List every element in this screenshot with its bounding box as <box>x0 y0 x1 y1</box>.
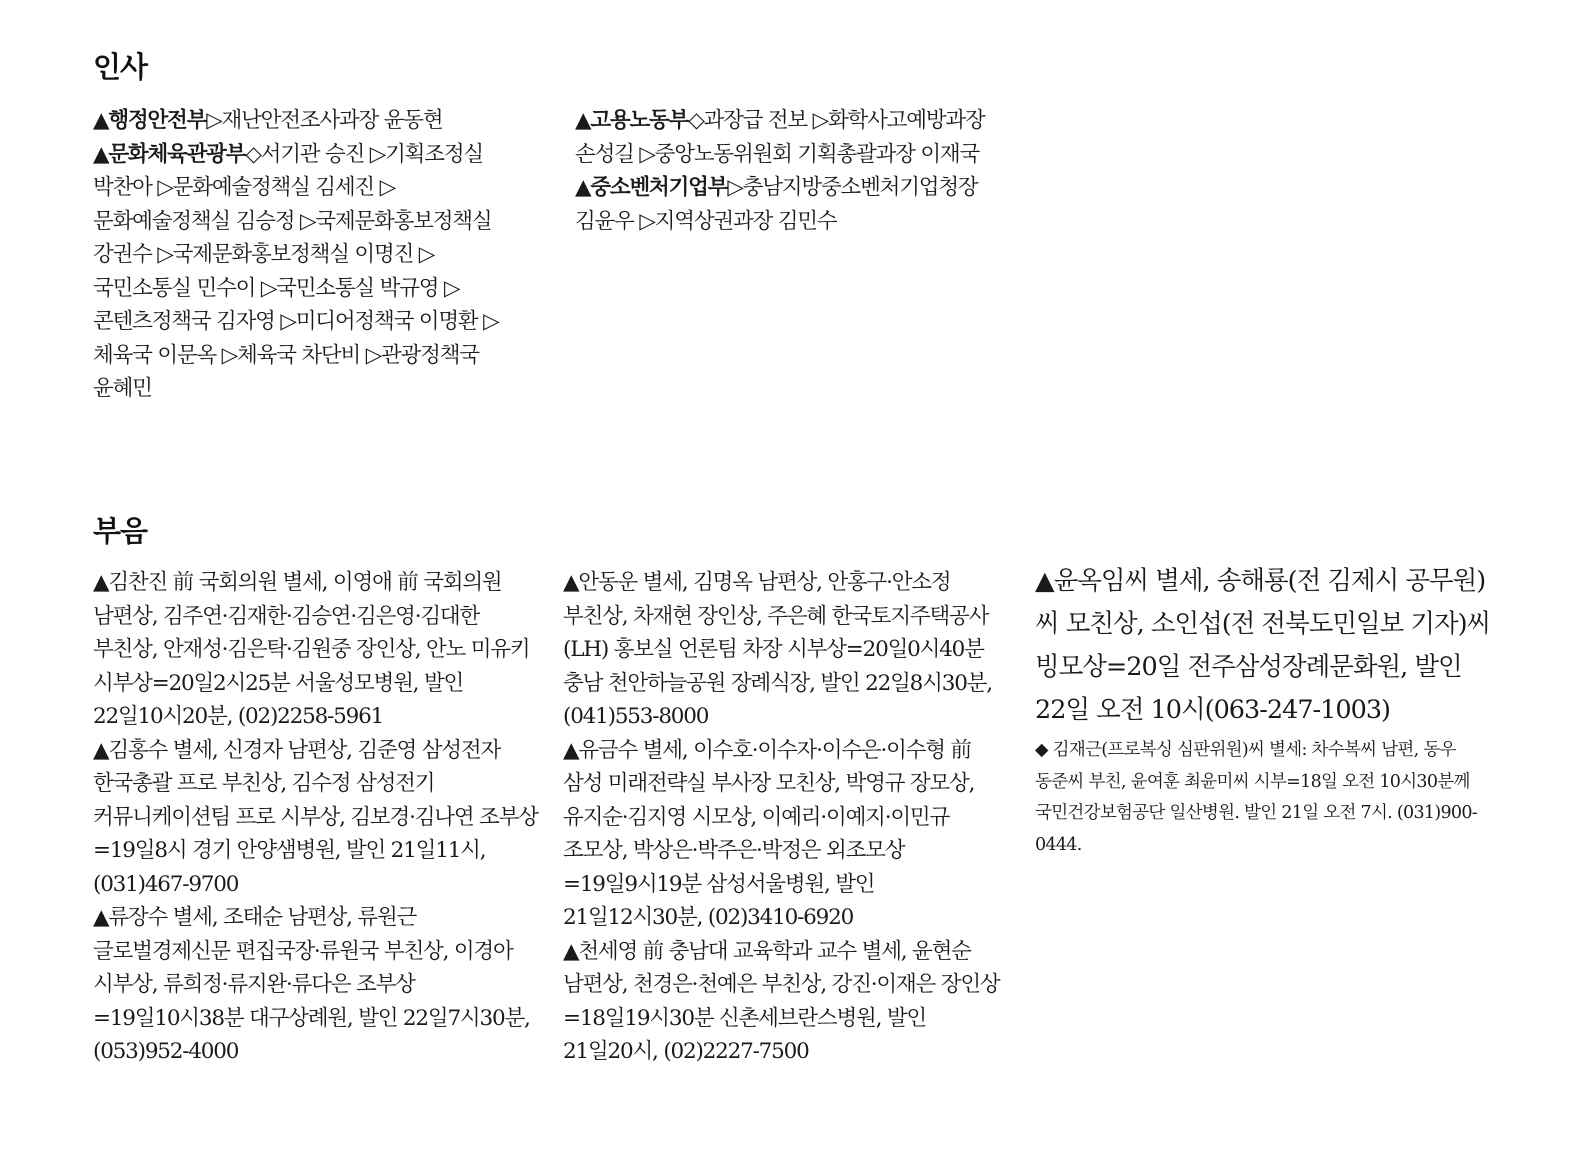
insa-details: ◇과장급 전보 ▷화학사고예방과장 손성길 ▷중앙노동위원회 기획총괄과장 이재국 <box>575 108 985 167</box>
obituary-entry: ▲안동운 별세, 김명옥 남편상, 안홍구·안소정 부친상, 차재현 장인상, 주은혜 한국토지주택공사(LH) 홍보실 언론팀 차장 시부상=20일0시40분 충남 천안하늘공원 장례식장, 발인 22일8시30분, (041)553-8000 <box>563 570 992 729</box>
insa-org: ▲행정안전부 <box>93 108 207 133</box>
obituary-entry: ▲유금수 별세, 이수호·이수자·이수은·이수형 前 삼성 미래전략실 부사장 모친상, 박영규 장모상, 유지순·김지영 시모상, 이예리·이예지·이민규 조모상, 박상은·박주은·박정은 외조모상=19일9시19분 삼성서울병원, 발인 21일12시30분, (02)3410-6920 <box>563 737 975 930</box>
insa-details: ▷재난안전조사과장 윤동현 <box>206 108 443 133</box>
obituary-entry: ▲류장수 별세, 조태순 남편상, 류원근 글로벌경제신문 편집국장·류원국 부친상, 이경아 시부상, 류희정·류지완·류다은 조부상=19일10시38분 대구상례원, 발인 22일7시30분, (053)952-4000 <box>93 905 530 1064</box>
bueum-column-2 <box>563 566 1008 1069</box>
insa-entry <box>93 104 523 138</box>
insa-column-2 <box>575 104 1005 238</box>
insa-details: ◇서기관 승진 ▷기획조정실 박찬아 ▷문화예술정책실 김세진 ▷문화예술정책실 김승정 ▷국제문화홍보정책실 강권수 ▷국제문화홍보정책실 이명진 ▷국민소통실 민수이 ▷국민소통실 박규영 ▷콘텐츠정책국 김자영 ▷미디어정책국 이명환 ▷체육국 이문옥 ▷체육국 차단비 ▷관광정책국 윤혜민 <box>93 141 499 401</box>
insa-entry <box>575 104 1005 171</box>
obituary-entry: ▲천세영 前 충남대 교육학과 교수 별세, 윤현순 남편상, 천경은·천예은 부친상, 강진·이재은 장인상=18일19시30분 신촌세브란스병원, 발인 21일20시, (02)2227-7500 <box>563 938 1000 1064</box>
insa-entry <box>575 171 1005 238</box>
insa-org: ▲고용노동부 <box>575 108 689 133</box>
insa-section-heading: 인사 <box>93 50 148 84</box>
bueum-section-heading: 부음 <box>93 514 148 548</box>
bueum-column-1 <box>93 566 538 1069</box>
insa-entry <box>93 138 523 406</box>
bueum-column-3 <box>1035 560 1500 861</box>
insa-org: ▲중소벤처기업부 <box>575 175 728 200</box>
insa-org: ▲문화체육관광부 <box>93 141 246 167</box>
insa-column-1 <box>93 104 523 406</box>
obituary-entry: ▲김홍수 별세, 신경자 남편상, 김준영 삼성전자 한국총괄 프로 부친상, 김수정 삼성전기 커뮤니케이션팀 프로 시부상, 김보경·김나연 조부상=19일8시 경기 안양샘병원, 발인 21일11시, (031)467-9700 <box>93 737 538 897</box>
obituary-entry: ◆ 김재근(프로복싱 심판위원)씨 별세: 차수복씨 남편, 동우 동준씨 부친, 윤여훈 최윤미씨 시부=18일 오전 10시30분께 국민건강보험공단 일산병원. 발인 21일 오전 7시. (031)900-0444. <box>1035 740 1477 855</box>
insa-details: ▷충남지방중소벤처기업청장 김윤우 ▷지역상권과장 김민수 <box>575 175 978 234</box>
obituary-entry: ▲김찬진 前 국회의원 별세, 이영애 前 국회의원 남편상, 김주연·김재한·김승연·김은영·김대한 부친상, 안재성·김은탁·김원중 장인상, 안노 미유키 시부상=20일2시25분 서울성모병원, 발인 22일10시20분, (02)2258-5961 <box>93 570 530 729</box>
obituary-entry: ▲윤옥임씨 별세, 송해룡(전 김제시 공무원)씨 모친상, 소인섭(전 전북도민일보 기자)씨 빙모상=20일 전주삼성장례문화원, 발인 22일 오전 10시(063-247-1003) <box>1035 566 1491 725</box>
